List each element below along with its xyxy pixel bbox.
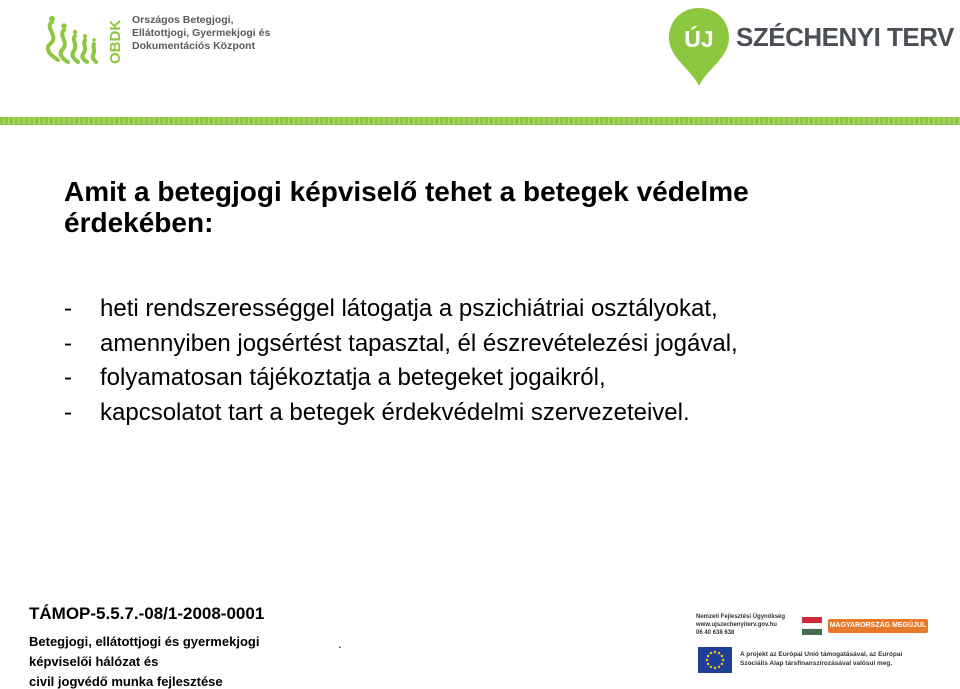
- project-code: TÁMOP-5.5.7.-08/1-2008-0001: [29, 604, 265, 623]
- bullet-item: [64, 292, 944, 327]
- eu-funding-note-line: Szociális Alap társfinanszírozásával valósul meg.: [740, 660, 893, 667]
- bullet-list: [64, 292, 944, 430]
- szechenyi-wordmark: SZÉCHENYI TERV: [736, 22, 954, 52]
- szechenyi-terv-logo: [666, 6, 954, 88]
- eu-funding-note: [740, 650, 902, 668]
- eu-funding-note-line: A projekt az Európai Unió támogatásával, az Európai: [740, 651, 903, 658]
- obdk-name-line: Országos Betegjogi,: [132, 14, 234, 26]
- bullet-text: folyamatosan tájékoztatja a betegeket jogaikról,: [100, 364, 606, 391]
- hungarian-flag-icon: [802, 617, 822, 635]
- eu-funding-banner: [682, 603, 932, 683]
- obdk-name-line: Ellátottjogi, Gyermekjogi és: [132, 27, 271, 39]
- obdk-name-line: Dokumentációs Központ: [132, 40, 256, 52]
- bullet-text: heti rendszerességgel látogatja a pszichiátriai osztályokat,: [100, 295, 718, 322]
- agency-website: www.ujszechenyiterv.gov.hu: [696, 622, 777, 628]
- bullet-item: [64, 396, 944, 431]
- project-description: [29, 632, 259, 689]
- obdk-mark-text: OBDK: [107, 19, 124, 64]
- bullet-item: [64, 327, 944, 362]
- eu-flag-icon: [698, 647, 732, 673]
- slide-title: Amit a betegjogi képviselő tehet a betegek védelme érdekében:: [64, 176, 749, 238]
- obdk-logo: [42, 10, 272, 74]
- project-description-line: képviselői hálózat és: [29, 654, 159, 669]
- agency-phone: 06 40 638 638: [696, 630, 735, 636]
- obdk-name: [132, 14, 270, 53]
- agency-info: [696, 613, 785, 637]
- magyarorszag-megujul-badge: MAGYARORSZÁG MEGÚJUL: [828, 619, 928, 633]
- bullet-dash: -: [64, 398, 72, 426]
- header-divider: [0, 117, 960, 125]
- bullet-dash: -: [64, 329, 72, 357]
- bullet-item: [64, 361, 944, 396]
- obdk-logo-mark-icon: [42, 12, 126, 72]
- project-description-line: Betegjogi, ellátottjogi és gyermekjogi: [29, 634, 260, 649]
- bullet-text: amennyiben jogsértést tapasztal, él észrevételezési jogával,: [100, 329, 738, 357]
- bullet-dash: -: [64, 295, 72, 322]
- footer-dot: .: [338, 636, 342, 651]
- bullet-text: kapcsolatot tart a betegek érdekvédelmi szervezeteivel.: [100, 398, 690, 426]
- szechenyi-pin-text: ÚJ: [684, 26, 714, 52]
- agency-name: Nemzeti Fejlesztési Ügynökség: [696, 614, 786, 620]
- project-description-line: civil jogvédő munka fejlesztése: [29, 674, 223, 689]
- bullet-dash: -: [64, 364, 72, 391]
